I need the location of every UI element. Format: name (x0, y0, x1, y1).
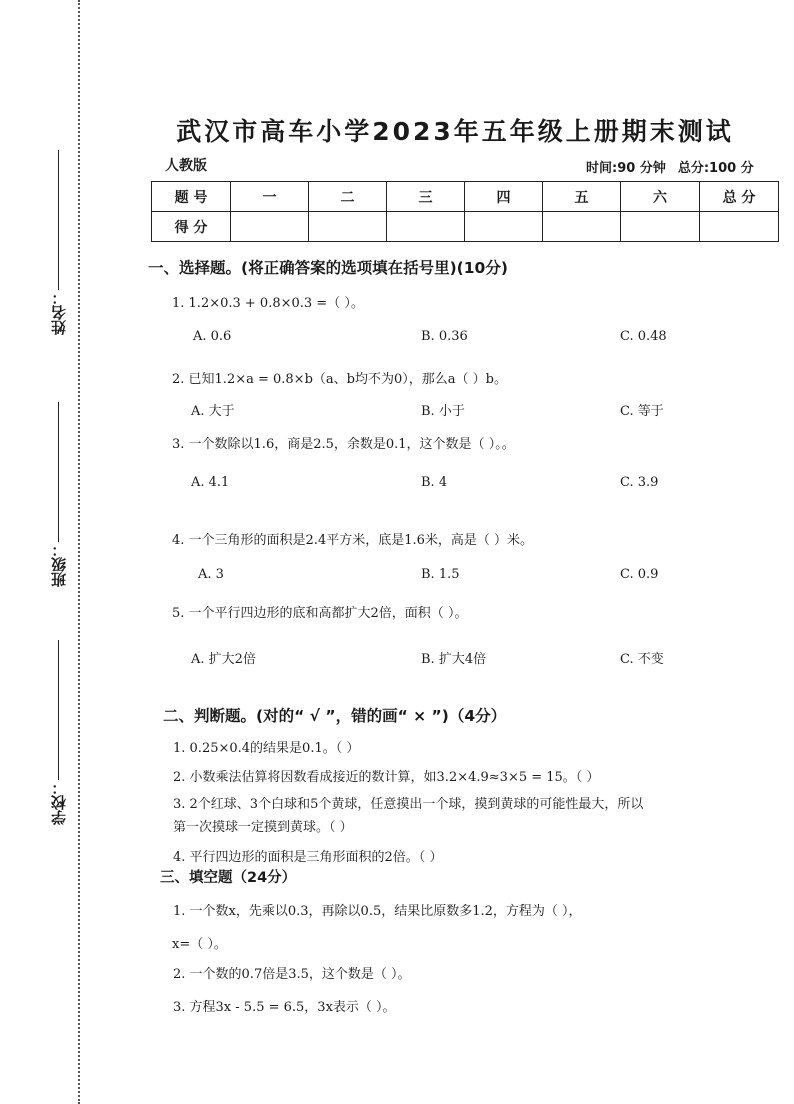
score-table-header-row (152, 182, 779, 212)
section-1-heading: 一、选择题。(将正确答案的选项填在括号里)(10分) (148, 259, 508, 277)
judgment-item-3-cont: 第一次摸球一定摸到黄球。（ ） (173, 820, 353, 835)
score-cell-4[interactable] (465, 212, 543, 242)
score-cell-5[interactable] (543, 212, 621, 242)
score-cell-total[interactable] (700, 212, 779, 242)
question-1-5: 5. 一个平行四边形的底和高都扩大2倍，面积（ ）。 (172, 606, 468, 621)
q1-2-option-a[interactable]: A. 大于 (191, 404, 235, 419)
score-row-label: 得 分 (152, 212, 231, 242)
score-table (151, 181, 779, 242)
score-cell-2[interactable] (309, 212, 387, 242)
judgment-item-4: 4. 平行四边形的面积是三角形面积的2倍。（ ） (173, 850, 443, 865)
header-cell-1: 一 (231, 182, 309, 212)
binding-dotted-line (78, 0, 80, 1104)
fill-item-1: 1. 一个数x，先乘以0.3，再除以0.5，结果比原数多1.2，方程为（ ）， (173, 904, 582, 919)
fill-item-2: 2. 一个数的0.7倍是3.5，这个数是（ ）。 (173, 967, 411, 982)
school-field[interactable] (48, 640, 69, 825)
q1-1-option-a[interactable]: A. 0.6 (193, 329, 232, 344)
time-limit: 时间:90 分钟 (586, 161, 666, 176)
question-1-4: 4. 一个三角形的面积是2.4平方米，底是1.6米，高是（ ）米。 (172, 533, 534, 548)
header-cell-5: 五 (543, 182, 621, 212)
judgment-item-2: 2. 小数乘法估算将因数看成接近的数计算，如3.2×4.9≈3×5 = 15。（ ） (173, 770, 600, 785)
class-field[interactable] (48, 402, 69, 587)
header-cell-3: 三 (387, 182, 465, 212)
q1-2-option-b[interactable]: B. 小于 (421, 404, 465, 419)
header-cell-2: 二 (309, 182, 387, 212)
q1-3-option-c[interactable]: C. 3.9 (620, 475, 659, 490)
name-blank[interactable] (58, 150, 59, 290)
score-cell-3[interactable] (387, 212, 465, 242)
q1-1-option-b[interactable]: B. 0.36 (421, 329, 468, 344)
score-table-score-row (152, 212, 779, 242)
header-cell-4: 四 (465, 182, 543, 212)
q1-4-option-a[interactable]: A. 3 (198, 567, 224, 582)
class-blank[interactable] (58, 402, 59, 542)
class-label: 班级： (50, 542, 68, 587)
header-cell-6: 六 (621, 182, 700, 212)
q1-3-option-b[interactable]: B. 4 (421, 475, 448, 490)
school-label: 学校： (50, 780, 68, 825)
page-title: 武汉市高车小学2023年五年级上册期末测试 (176, 117, 734, 146)
score-cell-6[interactable] (621, 212, 700, 242)
judgment-item-3: 3. 2个红球、3个白球和5个黄球，任意摸出一个球，摸到黄球的可能性最大，所以 (173, 797, 644, 812)
judgment-item-1: 1. 0.25×0.4的结果是0.1。（ ） (173, 741, 360, 756)
q1-5-option-c[interactable]: C. 不变 (620, 652, 664, 667)
question-1-2: 2. 已知1.2×a = 0.8×b（a、b均不为0），那么a（ ）b。 (172, 372, 507, 387)
name-label: 姓名： (50, 290, 68, 335)
total-score: 总分:100 分 (677, 161, 754, 176)
score-cell-1[interactable] (231, 212, 309, 242)
header-cell-item: 题 号 (152, 182, 231, 212)
question-1-1: 1. 1.2×0.3 + 0.8×0.3 =（ ）。 (172, 296, 364, 311)
header-cell-total: 总 分 (700, 182, 779, 212)
section-3-heading: 三、填空题（24分） (160, 870, 297, 886)
q1-4-option-b[interactable]: B. 1.5 (421, 567, 460, 582)
edition-label: 人教版 (165, 158, 207, 174)
q1-5-option-a[interactable]: A. 扩大2倍 (191, 652, 256, 667)
section-2-heading: 二、判断题。(对的“ √ ”，错的画“ × ”)（4分） (163, 707, 507, 725)
question-1-3: 3. 一个数除以1.6，商是2.5，余数是0.1，这个数是（ ）。。 (172, 437, 515, 452)
school-blank[interactable] (58, 640, 59, 780)
q1-1-option-c[interactable]: C. 0.48 (620, 329, 667, 344)
q1-4-option-c[interactable]: C. 0.9 (620, 567, 659, 582)
q1-3-option-a[interactable]: A. 4.1 (191, 475, 230, 490)
fill-item-3: 3. 方程3x - 5.5 = 6.5，3x表示（ ）。 (173, 1000, 396, 1015)
name-field[interactable] (48, 150, 69, 335)
fill-item-1-cont: x=（ ）。 (172, 937, 227, 952)
exam-info (586, 157, 754, 176)
q1-5-option-b[interactable]: B. 扩大4倍 (421, 652, 487, 667)
q1-2-option-c[interactable]: C. 等于 (620, 404, 664, 419)
